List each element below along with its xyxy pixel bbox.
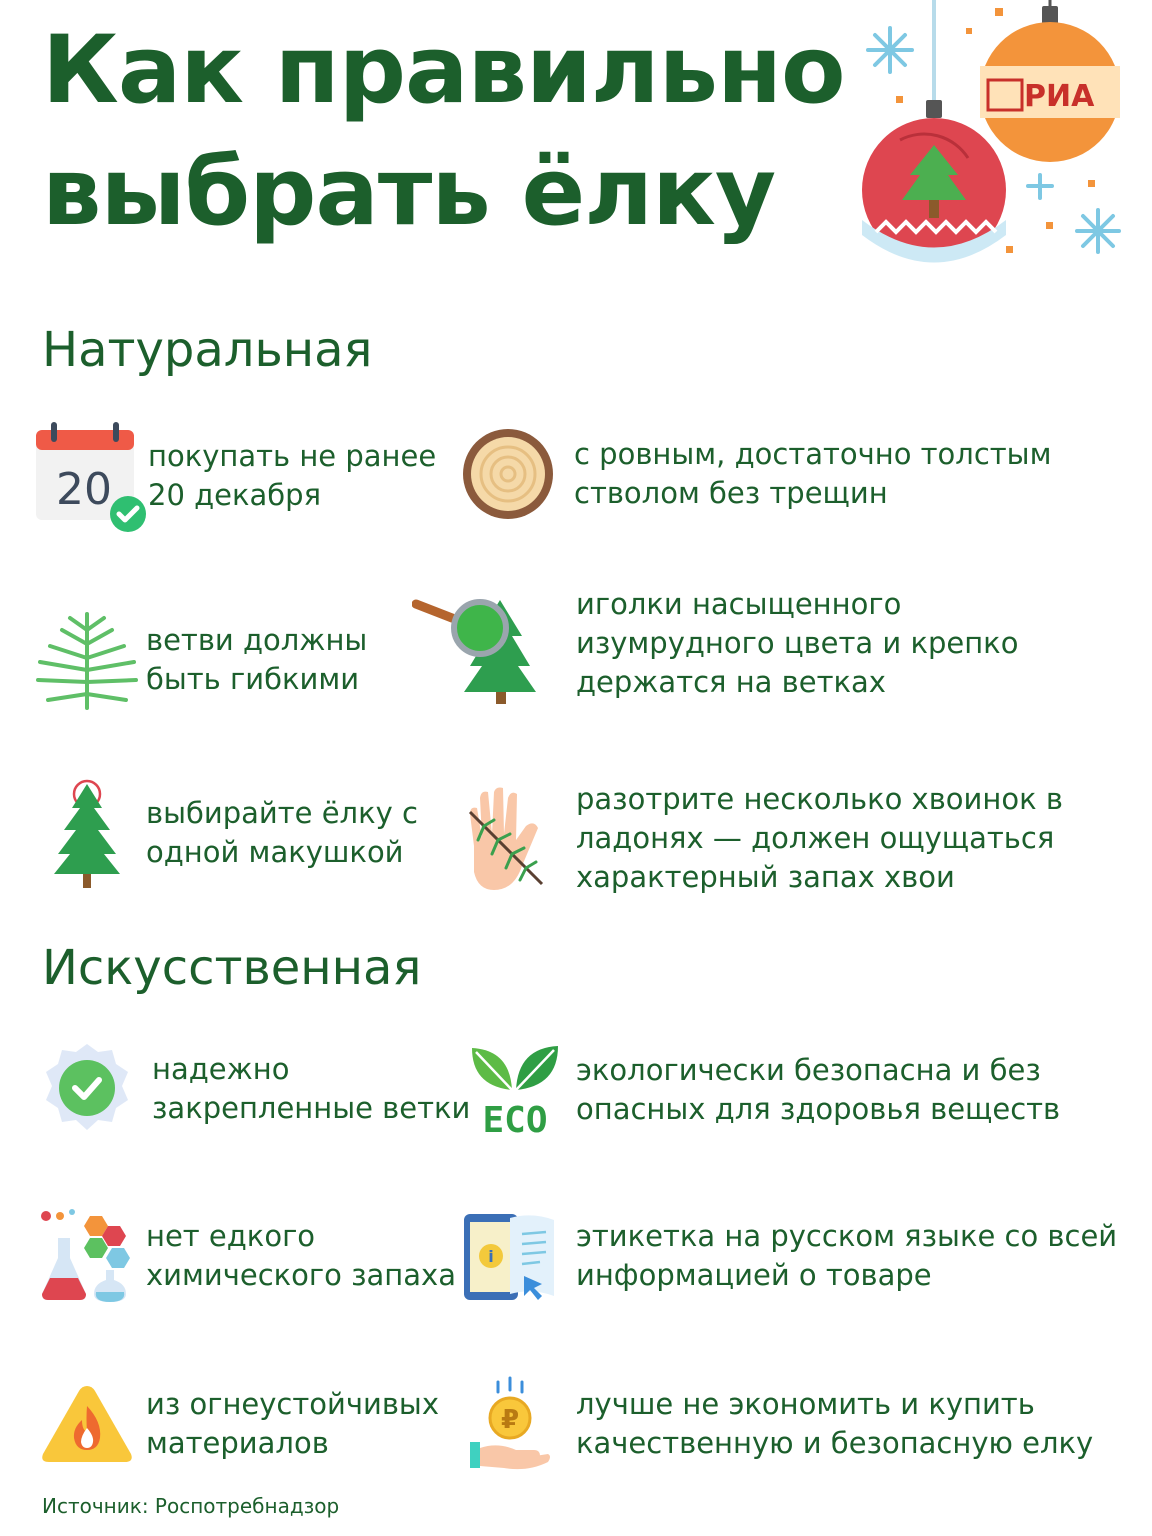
fire-warning-icon: [40, 1382, 134, 1466]
item-text: нет едкого химического запаха: [146, 1219, 456, 1292]
info-label-icon: [462, 1210, 556, 1302]
svg-text:₽: ₽: [500, 1405, 520, 1435]
item-text: покупать не ранее 20 декабря: [148, 439, 437, 512]
natural-item-branches: [34, 610, 367, 710]
chemistry-flasks-icon: [40, 1208, 134, 1304]
eco-leaves-icon: [470, 1044, 560, 1136]
ruble-coin-hand-icon: [468, 1376, 552, 1472]
item-text: из огнеустойчивых материалов: [146, 1387, 439, 1460]
artificial-item-fireproof: [40, 1382, 439, 1466]
artificial-item-no-smell: [40, 1208, 456, 1304]
item-text: выбирайте ёлку с одной макушкой: [146, 796, 418, 869]
artificial-item-eco: [470, 1044, 1060, 1136]
title-line-1: Как правильно: [42, 16, 845, 125]
artificial-item-branches: [40, 1042, 470, 1136]
item-text: экологически безопасна и без опасных для здоровья веществ: [576, 1053, 1061, 1126]
hand-needles-icon: [464, 786, 546, 892]
source-note: Источник: Роспотребнадзор: [42, 1494, 340, 1518]
svg-text:i: i: [488, 1247, 494, 1266]
calendar-check-icon: [34, 420, 146, 532]
natural-item-needles: [412, 582, 1018, 704]
artificial-item-label: [462, 1210, 1117, 1302]
item-text: надежно закрепленные ветки: [152, 1052, 471, 1125]
section-heading-natural: Натуральная: [42, 322, 373, 378]
item-text: лучше не экономить и купить качественную и безопасную елку: [576, 1387, 1094, 1460]
natural-item-single-top: [52, 778, 418, 888]
item-text: разотрите несколько хвоинок в ладонях — должен ощущаться характерный запах хвои: [576, 782, 1063, 894]
ria-logo-text: РИА: [1024, 79, 1095, 114]
item-text: иголки насыщенного изумрудного цвета и крепко держатся на ветках: [576, 586, 1019, 699]
magnifier-tree-icon: [412, 582, 536, 704]
christmas-ornaments-icon: [856, 0, 1152, 280]
tree-trunk-slice-icon: [462, 428, 554, 520]
tree-single-top-icon: [52, 778, 122, 888]
eco-text: ECO: [482, 1100, 548, 1136]
natural-item-buy-date: [34, 420, 436, 532]
fir-branch-icon: [34, 610, 140, 710]
title-line-2: выбрать ёлку: [42, 138, 776, 247]
natural-item-trunk: [462, 428, 1051, 520]
natural-item-smell: [464, 780, 1063, 897]
artificial-item-no-savings: [468, 1376, 1093, 1472]
calendar-day-number: 20: [56, 464, 112, 515]
item-text: ветви должны быть гибкими: [146, 623, 368, 696]
item-text: с ровным, достаточно толстым стволом без трещин: [574, 437, 1052, 510]
section-heading-artificial: Искусственная: [42, 940, 422, 996]
item-text: этикетка на русском языке со всей информацией о товаре: [576, 1219, 1118, 1292]
check-badge-icon: [40, 1042, 134, 1136]
page-title: [42, 10, 862, 254]
